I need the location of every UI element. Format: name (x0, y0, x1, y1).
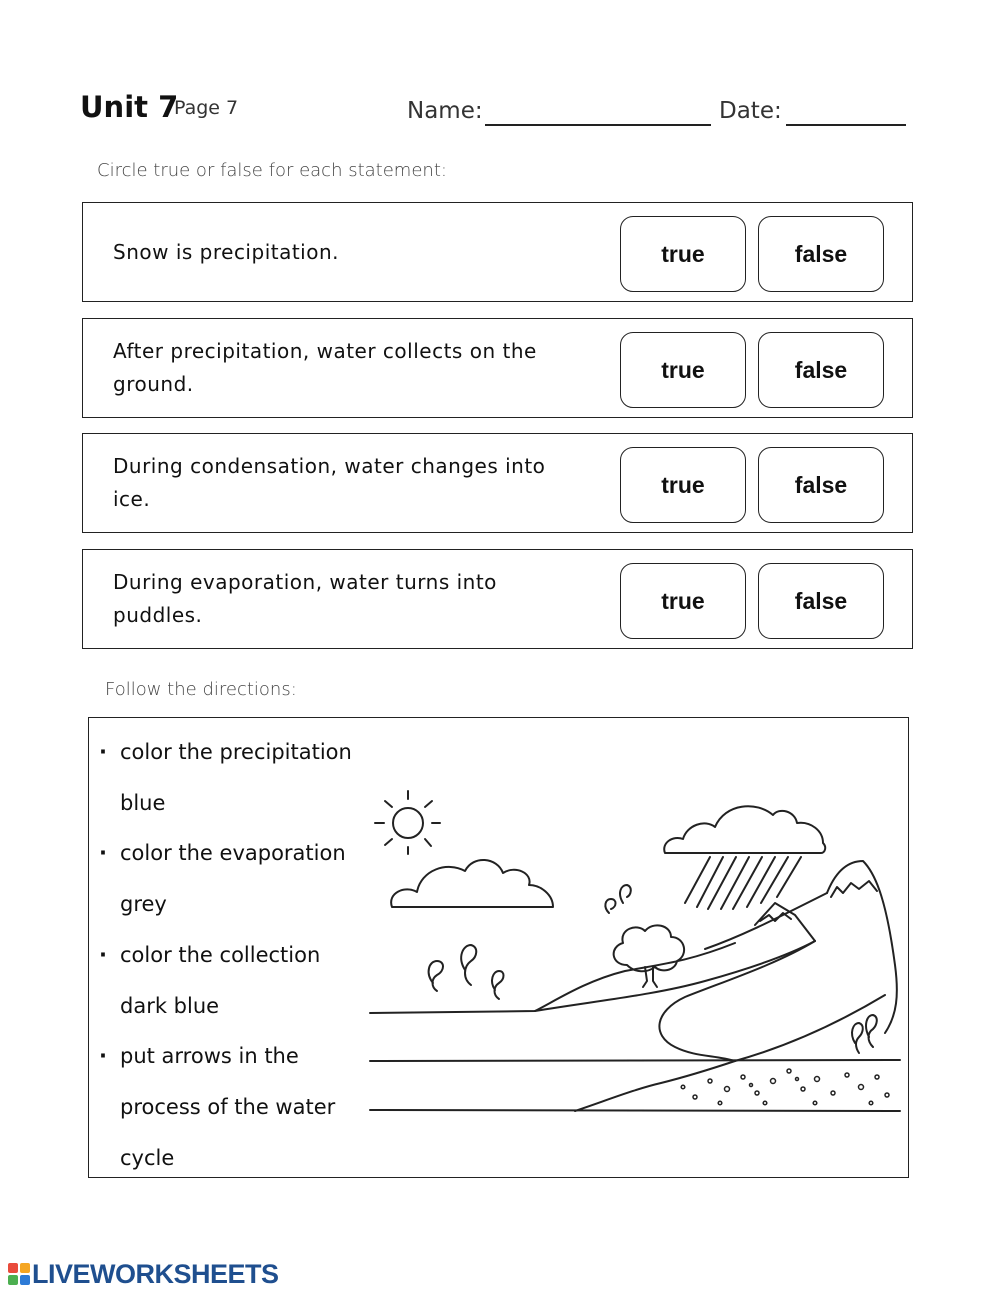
direction-item: · color the evaporation grey (99, 828, 360, 929)
rain-cloud-icon (664, 806, 825, 853)
question-text: After precipitation, water collects on the ground. (113, 339, 537, 396)
direction-item: · color the collection dark blue (99, 930, 360, 1031)
footer-brand-text: LIVEWORKSHEETS (32, 1258, 279, 1289)
footer-logo[interactable] (8, 1259, 279, 1289)
question-row (82, 202, 913, 302)
logo-square (8, 1263, 18, 1273)
question-text: Snow is precipitation. (113, 239, 340, 264)
name-field-line[interactable] (485, 124, 711, 126)
liveworksheets-logo-icon (8, 1263, 30, 1285)
logo-square (8, 1275, 18, 1285)
true-false-instruction: Circle true or false for each statement: (97, 160, 447, 181)
question-text: During condensation, water changes into ice. (113, 454, 546, 511)
date-label: Date: (719, 98, 782, 124)
precipitation-lines (685, 857, 801, 909)
direction-item: · color the precipitation blue (99, 727, 360, 828)
true-button[interactable]: true (620, 447, 746, 523)
water-cycle-illustration[interactable] (365, 785, 905, 1115)
page-label: Page 7 (174, 97, 239, 119)
logo-square (20, 1275, 30, 1285)
directions-instruction: Follow the directions: (105, 679, 297, 700)
question-row (82, 318, 913, 418)
true-button[interactable]: true (620, 332, 746, 408)
pebbles (681, 1069, 889, 1105)
false-button[interactable]: false (758, 563, 884, 639)
name-label: Name: (407, 98, 483, 124)
direction-item: · put arrows in the process of the water cycle (99, 1031, 360, 1183)
question-text: During evaporation, water turns into puddles. (113, 570, 497, 627)
question-row (82, 433, 913, 533)
false-button[interactable]: false (758, 447, 884, 523)
true-button[interactable]: true (620, 563, 746, 639)
false-button[interactable]: false (758, 216, 884, 292)
true-button[interactable]: true (620, 216, 746, 292)
sun-icon (375, 791, 440, 854)
date-field-line[interactable] (786, 124, 906, 126)
cloud-icon (391, 860, 553, 907)
logo-square (20, 1263, 30, 1273)
question-row (82, 549, 913, 649)
unit-title: Unit 7 (80, 90, 179, 124)
false-button[interactable]: false (758, 332, 884, 408)
tree-icon (614, 925, 684, 987)
land-river (370, 941, 900, 1111)
directions-list (99, 727, 360, 1183)
